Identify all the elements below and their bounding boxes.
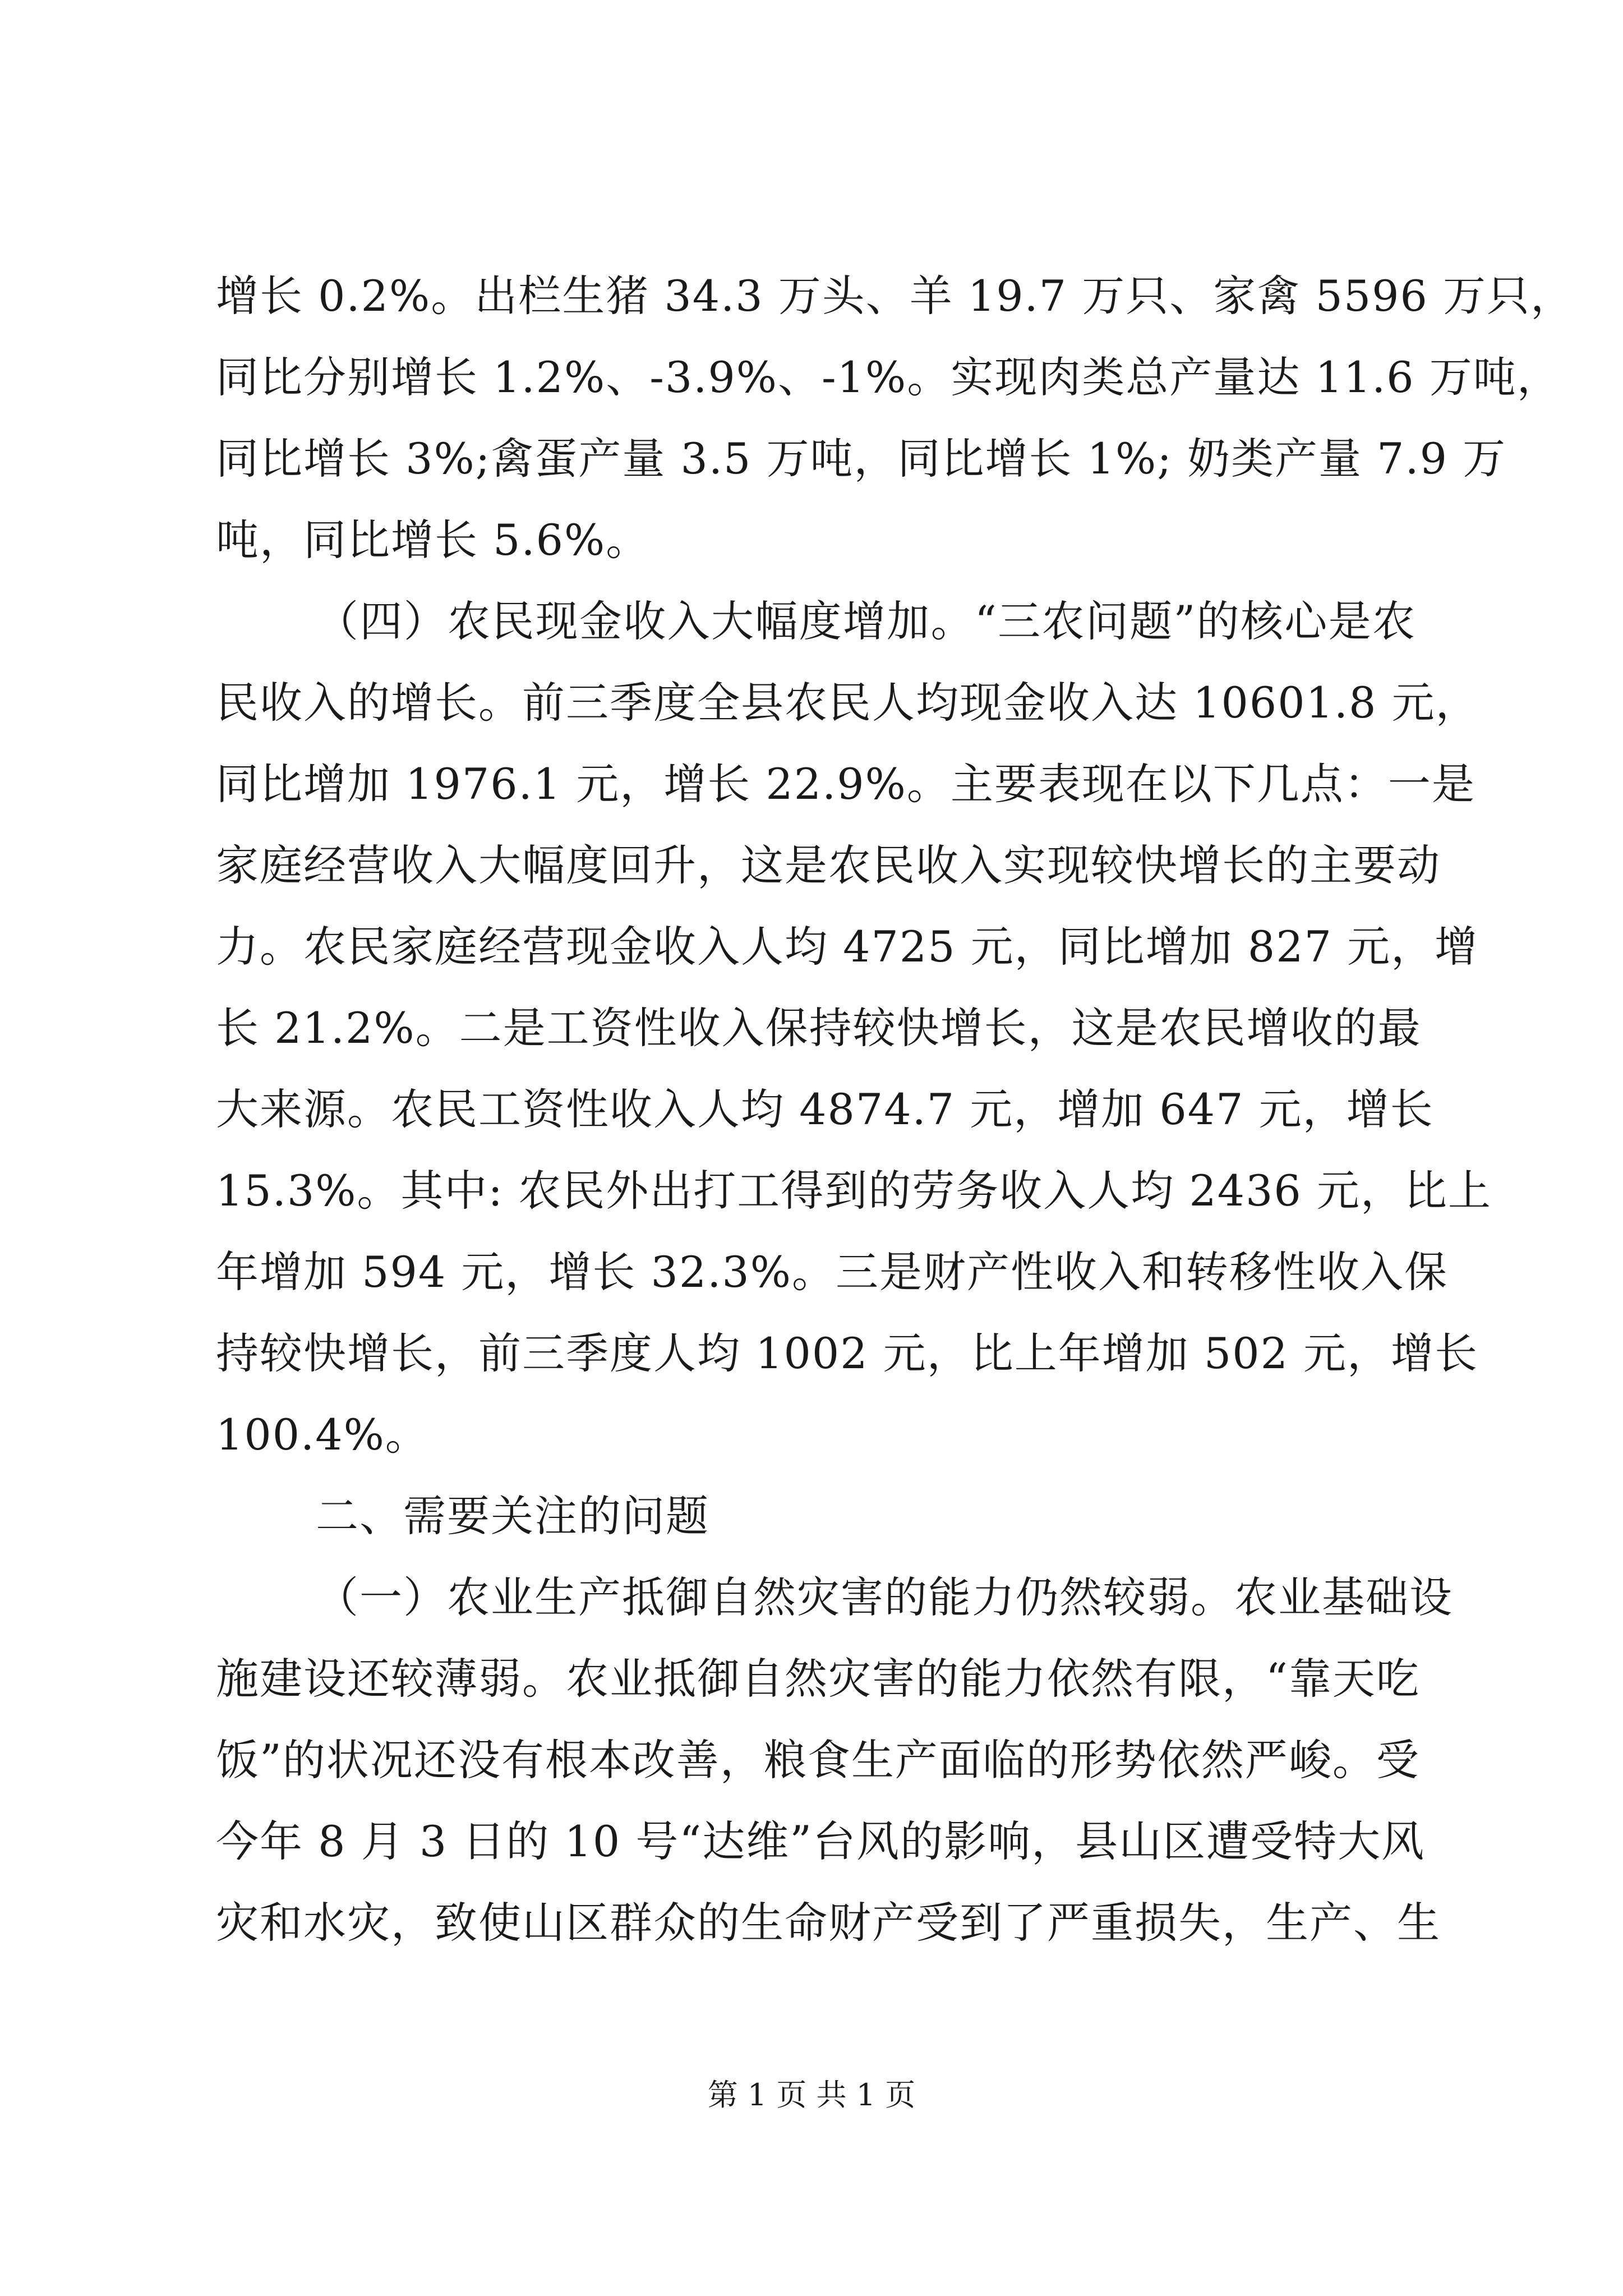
document-body <box>216 255 1575 1963</box>
text-line: 饭”的状况还没有根本改善，粮食生产面临的形势依然严峻。受 <box>216 1735 1420 1785</box>
text-line: 力。农民家庭经营现金收入人均 4725 元，同比增加 827 元，增 <box>216 922 1479 972</box>
paragraph-start-line: （四）农民现金收入大幅度增加。“三农问题”的核心是农 <box>316 596 1416 646</box>
text-line: 增长 0.2%。出栏生猪 34.3 万头、羊 19.7 万只、家禽 5596 万只， <box>216 271 1575 321</box>
text-line: 同比分别增长 1.2%、-3.9%、-1%。实现肉类总产量达 11.6 万吨， <box>216 352 1561 402</box>
text-line: 灾和水灾，致使山区群众的生命财产受到了严重损失，生产、生 <box>216 1898 1441 1948</box>
text-line: 同比增长 3%;禽蛋产量 3.5 万吨，同比增长 1%; 奶类产量 7.9 万 <box>216 434 1507 484</box>
text-line: 吨，同比增长 5.6%。 <box>216 515 650 565</box>
text-line: 长 21.2%。二是工资性收入保持较快增长，这是农民增收的最 <box>216 1003 1422 1053</box>
text-line: 大来源。农民工资性收入人均 4874.7 元，增加 647 元，增长 <box>216 1084 1434 1134</box>
text-line: 持较快增长，前三季度人均 1002 元，比上年增加 502 元，增长 <box>216 1328 1479 1378</box>
text-line: 施建设还较薄弱。农业抵御自然灾害的能力依然有限，“靠天吃 <box>216 1654 1420 1704</box>
page-number-label: 第 1 页 共 1 页 <box>707 2077 916 2113</box>
text-line: 年增加 594 元，增长 32.3%。三是财产性收入和转移性收入保 <box>216 1247 1448 1297</box>
text-line: 100.4%。 <box>216 1410 429 1460</box>
text-line: 家庭经营收入大幅度回升，这是农民收入实现较快增长的主要动 <box>216 840 1441 890</box>
text-line: 同比增加 1976.1 元，增长 22.9%。主要表现在以下几点：一是 <box>216 759 1476 809</box>
text-line: 今年 8 月 3 日的 10 号“达维”台风的影响，县山区遭受特大风 <box>216 1816 1426 1866</box>
page-footer <box>0 2076 1623 2115</box>
section-heading: 二、需要关注的问题 <box>316 1491 709 1541</box>
paragraph-start-line: （一）农业生产抵御自然灾害的能力仍然较弱。农业基础设 <box>316 1572 1453 1622</box>
text-line: 15.3%。其中: 农民外出打工得到的劳务收入人均 2436 元，比上 <box>216 1166 1492 1216</box>
text-line: 民收入的增长。前三季度全县农民人均现金收入达 10601.8 元， <box>216 678 1479 728</box>
